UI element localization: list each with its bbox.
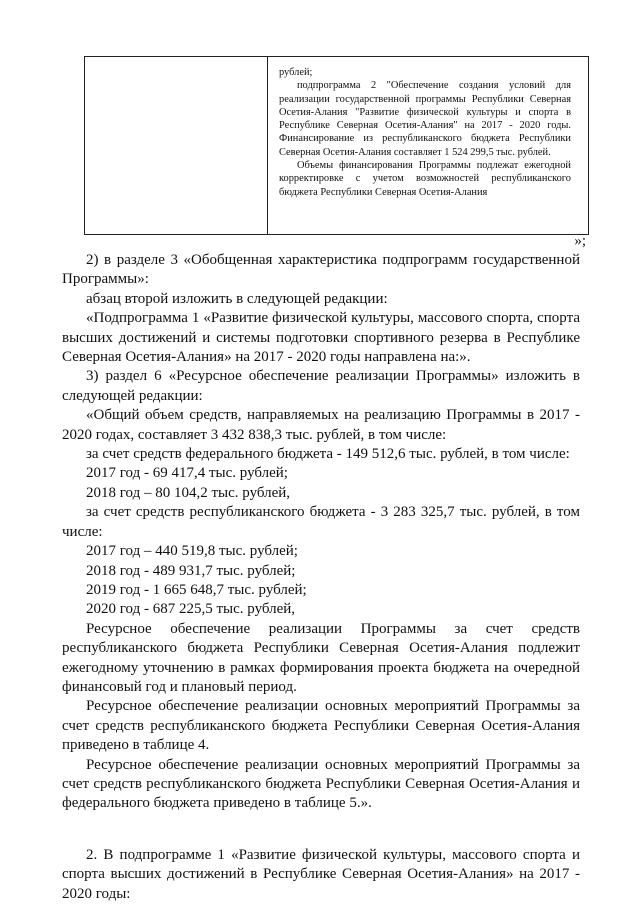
paragraph: 2. В подпрограмме 1 «Развитие физической культуры, массового спорта и спорта высших достижений в Республике Северная Осетия-Алания» на 2017 - 2020 годы: — [62, 846, 580, 902]
table-column-divider — [267, 57, 268, 234]
paragraph: «Общий объем средств, направляемых на реализацию Программы в 2017 - 2020 годах, составляет 3 432 838,3 тыс. рублей, в том числе: — [62, 407, 580, 443]
table-cell-paragraph: Объемы финансирования Программы подлежат ежегодной корректировке с учетом возможностей республиканского бюджета Республики Северная Осетия-Алания — [279, 160, 571, 198]
paragraph: «Подпрограмма 1 «Развитие физической культуры, массового спорта, спорта высших достижений и системы подготовки спортивного резерва в Республике Северная Осетия-Алания» на 2017 - 2020 годы направлена на:». — [62, 310, 580, 366]
paragraph: 3) раздел 6 «Ресурсное обеспечение реализации Программы» изложить в следующей редакции: — [62, 368, 580, 404]
list-item: 2018 год – 80 104,2 тыс. рублей, — [86, 484, 291, 501]
table-cell-line: рублей; — [279, 67, 313, 78]
list-item: 2017 год - 69 417,4 тыс. рублей; — [86, 465, 288, 482]
list-item: 2020 год - 687 225,5 тыс. рублей, — [86, 601, 296, 618]
document-body — [62, 251, 580, 904]
paragraph: Ресурсное обеспечение реализации основных мероприятий Программы за счет средств республиканского бюджета Республики Северная Осетия-Алания приведено в таблице 4. — [62, 698, 580, 754]
paragraph: Ресурсное обеспечение реализации основных мероприятий Программы за счет средств республиканского бюджета Республики Северная Осетия-Алания и федерального бюджета приведено в таблице 5.». — [62, 756, 580, 812]
paragraph: за счет средств федерального бюджета - 149 512,6 тыс. рублей, в том числе: — [86, 446, 570, 463]
table-cell-text — [279, 66, 571, 199]
paragraph: Ресурсное обеспечение реализации Программы за счет средств республиканского бюджета Республики Северная Осетия-Алания подлежит ежегодному уточнению в рамках формирования проекта бюджета на очередной финансовый год и плановый период. — [62, 620, 580, 695]
list-item: 2019 год - 1 665 648,7 тыс. рублей; — [86, 581, 307, 598]
list-item: 2018 год - 489 931,7 тыс. рублей; — [86, 562, 296, 579]
funding-table-fragment — [84, 56, 589, 235]
paragraph: за счет средств республиканского бюджета - 3 283 325,7 тыс. рублей, в том числе: — [62, 504, 580, 540]
table-cell-paragraph: подпрограмма 2 "Обеспечение создания условий для реализации государственной программы Республики Северная Осетия-Алания "Развитие физической культуры и спорта в Республике Северная Осетия-Алания" на 2017 - 2020 годы. Финансирование из республиканского бюджета Республики Северная Осетия-Алания составляет 1 524 299,5 тыс. рублей. — [279, 80, 571, 158]
paragraph: абзац второй изложить в следующей редакции: — [86, 290, 388, 307]
list-item: 2017 год – 440 519,8 тыс. рублей; — [86, 543, 298, 560]
paragraph: 2) в разделе 3 «Обобщенная характеристика подпрограмм государственной Программы»: — [62, 252, 580, 288]
closing-quote: »; — [574, 233, 586, 249]
